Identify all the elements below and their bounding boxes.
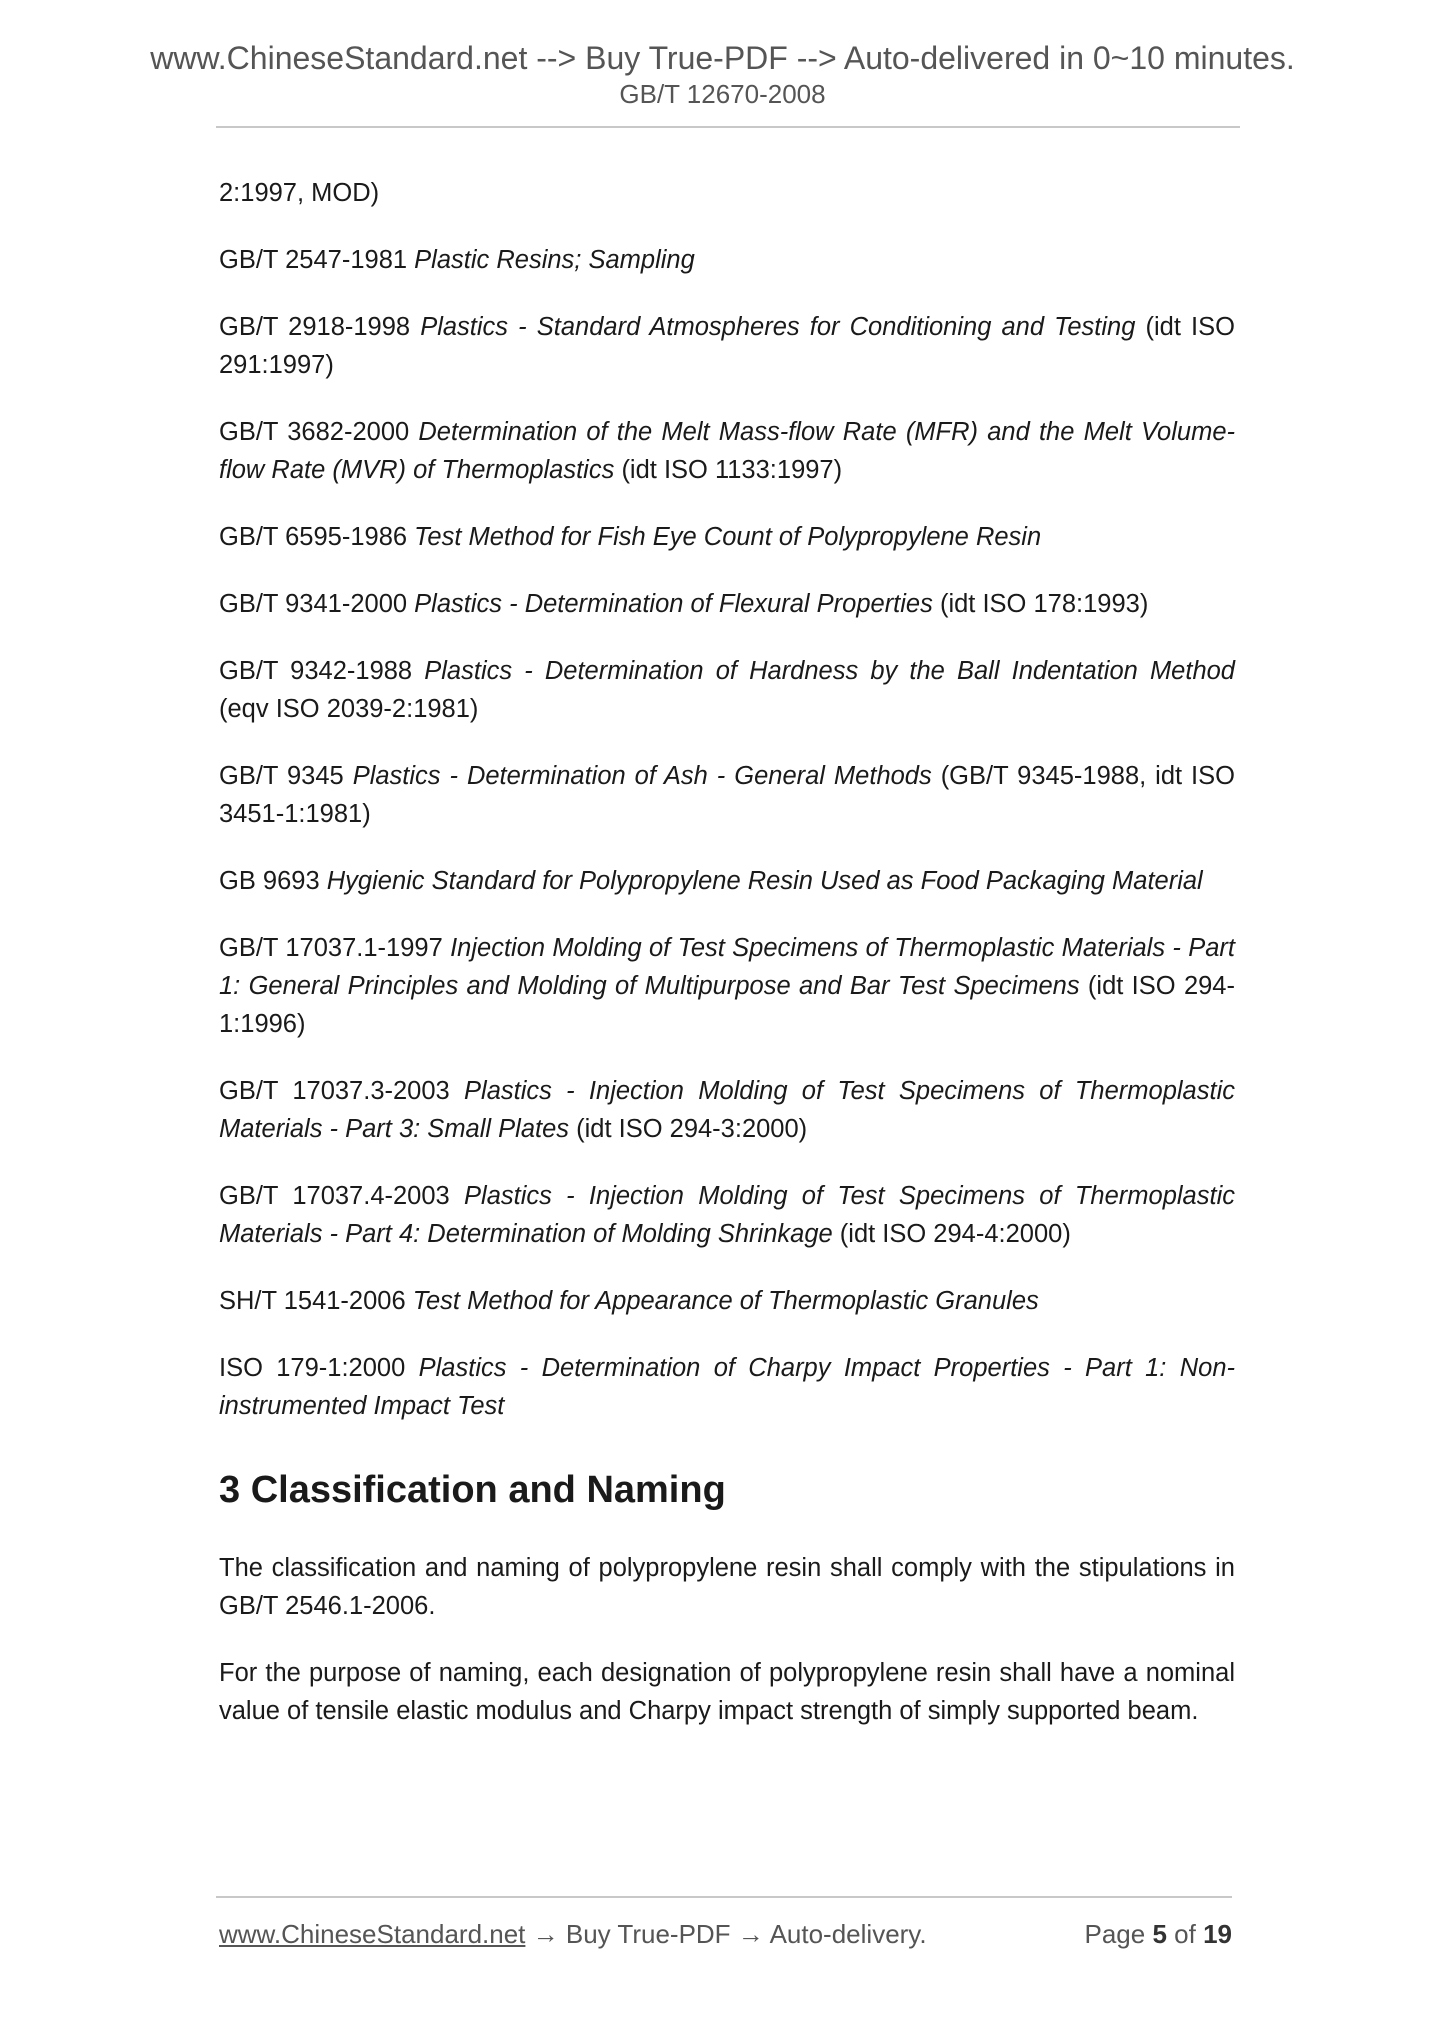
reference-item: GB/T 2918-1998 Plastics - Standard Atmospheres for Conditioning and Testing (idt ISO 291:1997) — [219, 313, 1235, 379]
section-heading: 3 Classification and Naming — [219, 1469, 726, 1511]
reference-item: GB 9693 Hygienic Standard for Polypropylene Resin Used as Food Packaging Material — [219, 867, 1203, 895]
current-page: 5 — [1152, 1919, 1167, 1949]
reference-item: GB/T 9345 Plastics - Determination of Ash - General Methods (GB/T 9345-1988, idt ISO 3451-1:1981) — [219, 762, 1235, 828]
reference-item: GB/T 17037.4-2003 Plastics - Injection Molding of Test Specimens of Thermoplastic Materials - Part 4: Determination of Molding Shrinkage (idt ISO 294-4:2000) — [219, 1182, 1235, 1248]
reference-list — [219, 174, 1235, 1425]
section-paragraph: For the purpose of naming, each designation of polypropylene resin shall have a nominal value of tensile elastic modulus and Charpy impact strength of simply supported beam. — [219, 1659, 1235, 1725]
reference-item: 2:1997, MOD) — [219, 179, 380, 207]
page-indicator: Page 5 of 19 — [1084, 1919, 1232, 1949]
footer-divider — [216, 1896, 1232, 1898]
page-content — [219, 174, 1235, 1759]
standard-number: GB/T 12670-2008 — [619, 79, 826, 109]
reference-item: GB/T 3682-2000 Determination of the Melt Mass-flow Rate (MFR) and the Melt Volume-flow Rate (MVR) of Thermoplastics (idt ISO 1133:1997) — [219, 418, 1235, 484]
footer-tagline: → Buy True-PDF → Auto-delivery. — [525, 1919, 927, 1949]
total-pages: 19 — [1203, 1919, 1232, 1949]
reference-item: GB/T 17037.1-1997 Injection Molding of Test Specimens of Thermoplastic Materials - Part 1: General Principles and Molding of Multipurpose and Bar Test Specimens (idt ISO 294-1:1996) — [219, 934, 1235, 1038]
reference-item: ISO 179-1:2000 Plastics - Determination of Charpy Impact Properties - Part 1: Non-instrumented Impact Test — [219, 1354, 1235, 1420]
reference-item: GB/T 17037.3-2003 Plastics - Injection Molding of Test Specimens of Thermoplastic Materials - Part 3: Small Plates (idt ISO 294-3:2000) — [219, 1077, 1235, 1143]
reference-item: SH/T 1541-2006 Test Method for Appearance of Thermoplastic Granules — [219, 1287, 1039, 1315]
header-divider — [216, 126, 1240, 128]
reference-item: GB/T 6595-1986 Test Method for Fish Eye Count of Polypropylene Resin — [219, 523, 1042, 551]
reference-item: GB/T 9342-1988 Plastics - Determination of Hardness by the Ball Indentation Method (eqv ISO 2039-2:1981) — [219, 657, 1235, 723]
site-link[interactable]: www.ChineseStandard.net — [219, 1919, 526, 1949]
reference-item: GB/T 2547-1981 Plastic Resins; Sampling — [219, 246, 695, 274]
site-banner: www.ChineseStandard.net --> Buy True-PDF --> Auto-delivered in 0~10 minutes. — [150, 40, 1295, 76]
section-paragraph: The classification and naming of polypropylene resin shall comply with the stipulations in GB/T 2546.1-2006. — [219, 1554, 1235, 1620]
page-footer — [219, 1916, 1232, 1952]
reference-item: GB/T 9341-2000 Plastics - Determination of Flexural Properties (idt ISO 178:1993) — [219, 590, 1149, 618]
